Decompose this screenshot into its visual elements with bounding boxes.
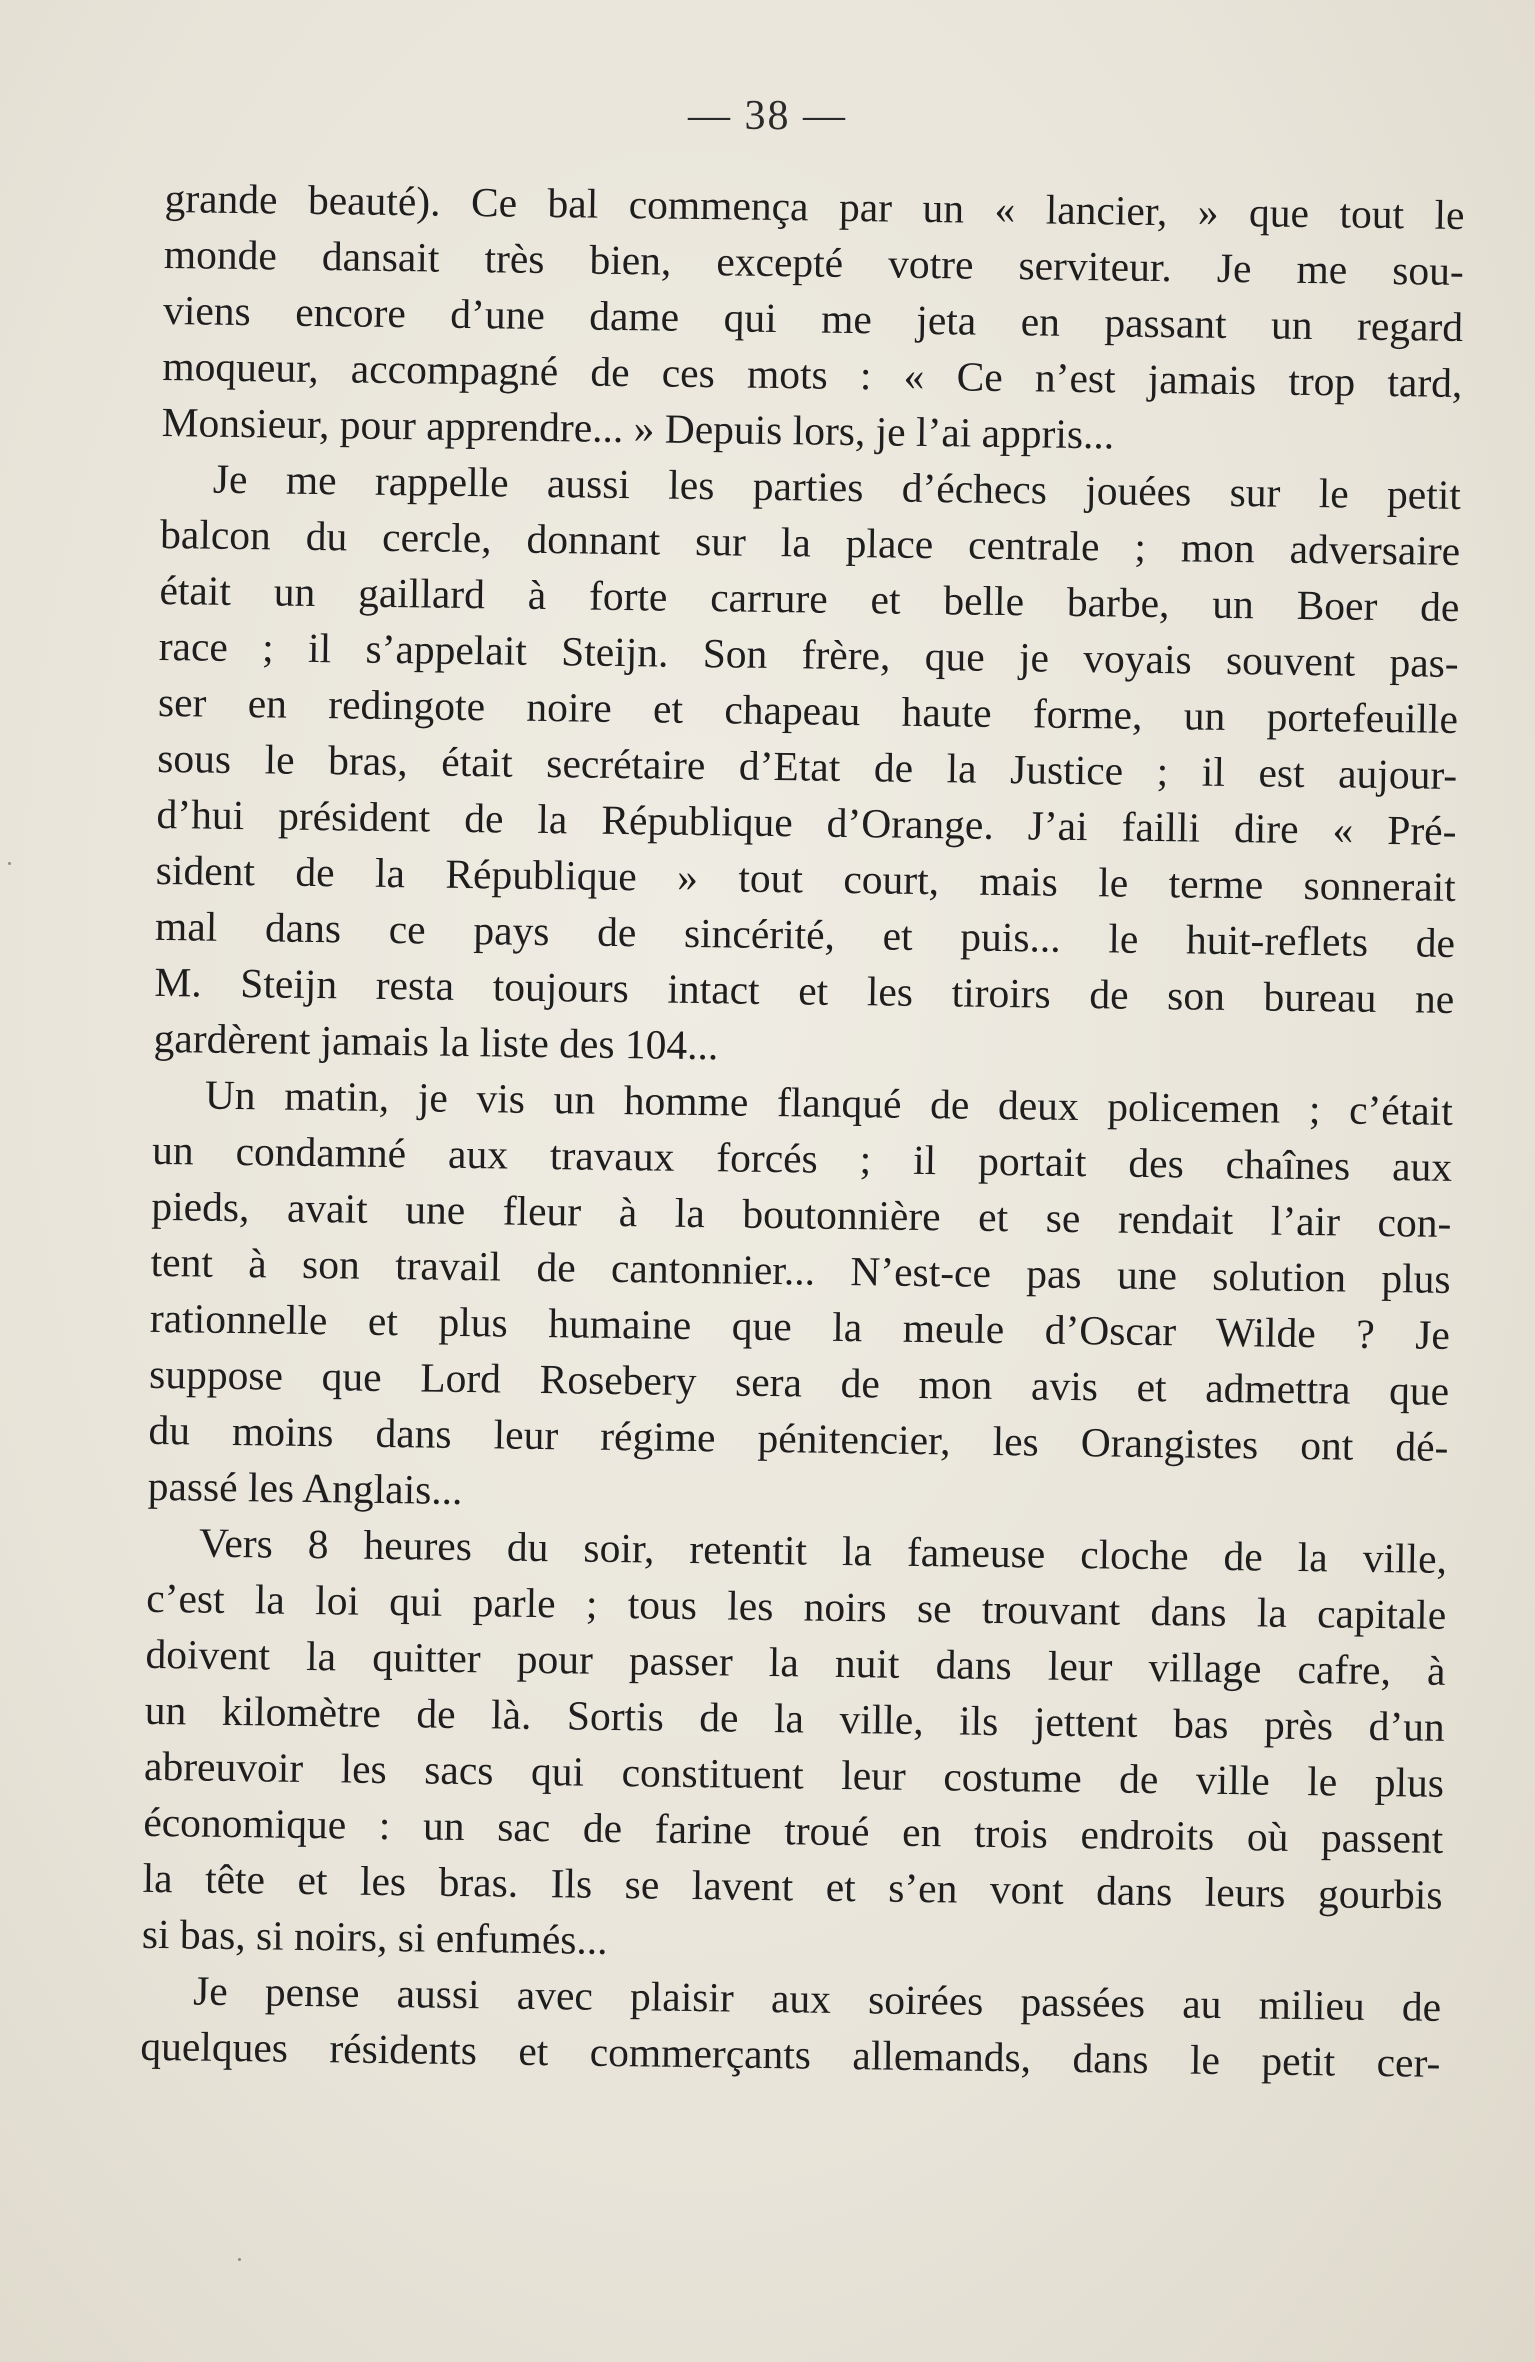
text-line: doivent la quitter pour passer la nuit dans leur village cafre, à: [145, 1630, 1446, 1694]
text-line: Vers 8 heures du soir, retentit la fameuse cloche de la ville,: [198, 1519, 1448, 1582]
text-line: mal dans ce pays de sincérité, et puis... le huit-reflets de: [154, 902, 1456, 966]
text-line: un kilomètre de là. Sortis de la ville, ils jettent bas près d’un: [144, 1686, 1446, 1750]
text-line: tent à son travail de cantonnier... N’est-ce pas une solution plus: [150, 1238, 1451, 1302]
text-line: économique : un sac de farine troué en trois endroits où passent: [143, 1798, 1444, 1862]
text-line: Je pense aussi avec plaisir aux soirées passées au milieu de: [192, 1967, 1442, 2030]
text-line: était un gaillard à forte carrure et belle barbe, un Boer de: [159, 566, 1460, 630]
text-line: moqueur, accompagné de ces mots : « Ce n’est jamais trop tard,: [162, 342, 1463, 406]
text-line: Je me rappelle aussi les parties d’échecs jouées sur le petit: [212, 455, 1462, 518]
text-line: Monsieur, pour apprendre... » Depuis lors, je l’ai appris...: [161, 398, 1115, 458]
text-line: abreuvoir les sacs qui constituent leur costume de ville le plus: [143, 1742, 1445, 1806]
paper-speck: [238, 2258, 241, 2261]
text-line: si bas, si noirs, si enfumés...: [141, 1910, 608, 1963]
text-line: balcon du cercle, donnant sur la place centrale ; mon adversaire: [159, 510, 1461, 574]
text-line: grande beauté). Ce bal commença par un « lancier, » que tout le: [164, 174, 1465, 239]
text-line: suppose que Lord Rosebery sera de mon avis et admettra que: [148, 1350, 1450, 1414]
text-line: viens encore d’une dame qui me jeta en passant un regard: [162, 286, 1464, 351]
text-line: monde dansait très bien, excepté votre serviteur. Je me sou-: [163, 230, 1465, 295]
text-line: Un matin, je vis un homme flanqué de deux policemen ; c’était: [204, 1071, 1454, 1134]
text-line: pieds, avait une fleur à la boutonnière et se rendait l’air con-: [151, 1182, 1452, 1246]
text-line: c’est la loi qui parle ; tous les noirs se trouvant dans la capitale: [146, 1574, 1447, 1638]
text-line: rationnelle et plus humaine que la meule d’Oscar Wilde ? Je: [149, 1294, 1451, 1358]
text-line: d’hui président de la République d’Orange. J’ai failli dire « Pré-: [156, 790, 1457, 854]
text-line: un condamné aux travaux forcés ; il portait des chaînes aux: [151, 1126, 1453, 1190]
text-line: race ; il s’appelait Steijn. Son frère, que je voyais souvent pas-: [158, 622, 1459, 686]
paper-speck: [8, 862, 11, 865]
text-line: sident de la République » tout court, mais le terme sonnerait: [155, 846, 1457, 910]
text-line: passé les Anglais...: [147, 1462, 463, 1514]
text-line: M. Steijn resta toujours intact et les tiroirs de son bureau ne: [154, 958, 1455, 1022]
text-line: la tête et les bras. Ils se lavent et s’en vont dans leurs gourbis: [142, 1854, 1443, 1918]
text-line: quelques résidents et commerçants allemands, dans le petit cer-: [140, 2022, 1441, 2086]
text-line: sous le bras, était secrétaire d’Etat de la Justice ; il est aujour-: [157, 734, 1458, 798]
text-line: du moins dans leur régime pénitencier, les Orangistes ont dé-: [148, 1406, 1449, 1470]
page-number: — 38 —: [688, 93, 847, 139]
text-line: ser en redingote noire et chapeau haute forme, un portefeuille: [157, 678, 1459, 742]
body-text: [140, 170, 1465, 2091]
text-line: gardèrent jamais la liste des 104...: [153, 1014, 719, 1069]
